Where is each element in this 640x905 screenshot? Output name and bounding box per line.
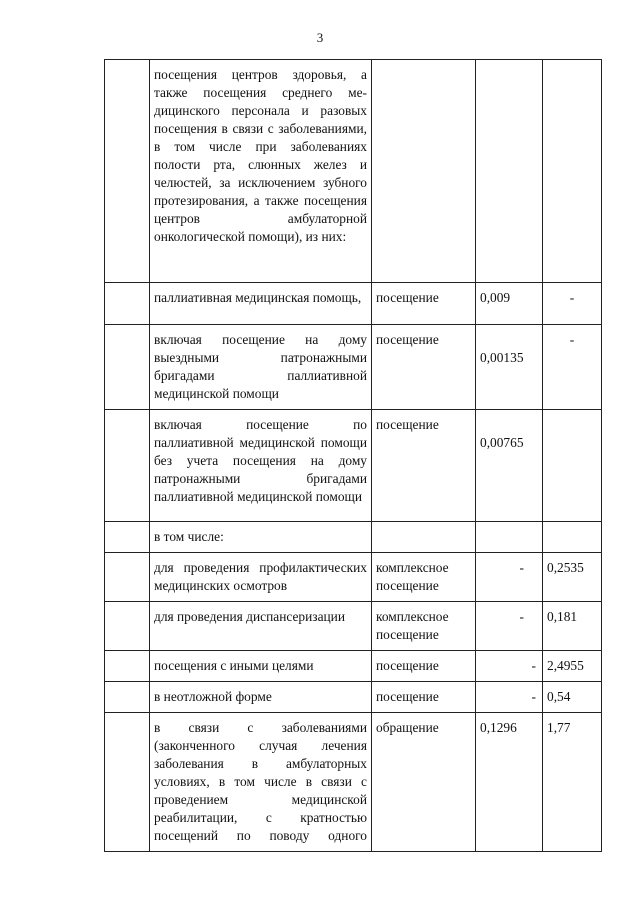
description-cell: для проведения диспансеризации: [150, 602, 372, 651]
table-row: [105, 713, 602, 852]
value-1-cell: 0,009: [476, 283, 543, 325]
unit-cell: посещение: [372, 325, 476, 410]
unit-cell: посещение: [372, 651, 476, 682]
table-row: [105, 522, 602, 553]
row-index-cell: [105, 325, 150, 410]
value-2-cell: [543, 410, 602, 522]
row-index-cell: [105, 651, 150, 682]
unit-cell: обращение: [372, 713, 476, 852]
row-index-cell: [105, 283, 150, 325]
value-2-cell: 0,181: [543, 602, 602, 651]
page-number: 3: [316, 30, 324, 45]
unit-cell: посещение: [372, 682, 476, 713]
value-2-cell: [543, 522, 602, 553]
description-cell: в неотложной форме: [150, 682, 372, 713]
value-1-cell: 0,00135: [476, 325, 543, 410]
unit-cell: комплексное посещение: [372, 602, 476, 651]
row-index-cell: [105, 602, 150, 651]
unit-cell: посещение: [372, 283, 476, 325]
value-1-cell: -: [476, 682, 543, 713]
value-1-cell: -: [476, 602, 543, 651]
description-cell: паллиативная медицинская помощь,: [150, 283, 372, 325]
unit-cell: [372, 60, 476, 283]
description-cell: в связи с заболеваниями (законченного случая лечения заболевания в амбулаторных условиях, в том числе в связи с проведением медицинской реабилитации, с кратностью посещений по поводу одного: [150, 713, 372, 852]
value-2-cell: -: [543, 325, 602, 410]
table-row: [105, 553, 602, 602]
description-cell: посещения с иными целями: [150, 651, 372, 682]
table-row: [105, 283, 602, 325]
row-index-cell: [105, 553, 150, 602]
value-2-cell: [543, 60, 602, 283]
value-1-cell: -: [476, 553, 543, 602]
table-row: [105, 602, 602, 651]
description-cell: для проведения профилактических медицинских осмотров: [150, 553, 372, 602]
value-1-cell: 0,00765: [476, 410, 543, 522]
value-1-cell: 0,1296: [476, 713, 543, 852]
row-index-cell: [105, 713, 150, 852]
description-cell: включая посещение на дому выездными патронажными бригадами паллиативной медицинской помощи: [150, 325, 372, 410]
description-cell: включая посещение по паллиативной медицинской помощи без учета посещения на дому патронажными бригадами паллиативной медицинской помощи: [150, 410, 372, 522]
description-cell: посещения центров здоровья, а также посещения среднего медицинского персонала и разовых посещения в связи с заболеваниями, в том числе при заболеваниях полости рта, слюнных желез и челюстей, за исключением зубного протезирования, а также посещения центров амбулаторной онкологической помощи), из них:: [150, 60, 372, 283]
value-1-cell: [476, 522, 543, 553]
row-index-cell: [105, 410, 150, 522]
unit-cell: посещение: [372, 410, 476, 522]
value-2-cell: 0,2535: [543, 553, 602, 602]
table-row: [105, 410, 602, 522]
value-1-cell: [476, 60, 543, 283]
unit-cell: комплексное посещение: [372, 553, 476, 602]
unit-cell: [372, 522, 476, 553]
value-2-cell: 0,54: [543, 682, 602, 713]
table-row: [105, 325, 602, 410]
table-row: [105, 682, 602, 713]
row-index-cell: [105, 682, 150, 713]
row-index-cell: [105, 60, 150, 283]
row-index-cell: [105, 522, 150, 553]
value-2-cell: 1,77: [543, 713, 602, 852]
description-cell: в том числе:: [150, 522, 372, 553]
value-2-cell: 2,4955: [543, 651, 602, 682]
value-2-cell: -: [543, 283, 602, 325]
table-row: [105, 60, 602, 283]
table-row: [105, 651, 602, 682]
document-table: [104, 59, 602, 852]
value-1-cell: -: [476, 651, 543, 682]
